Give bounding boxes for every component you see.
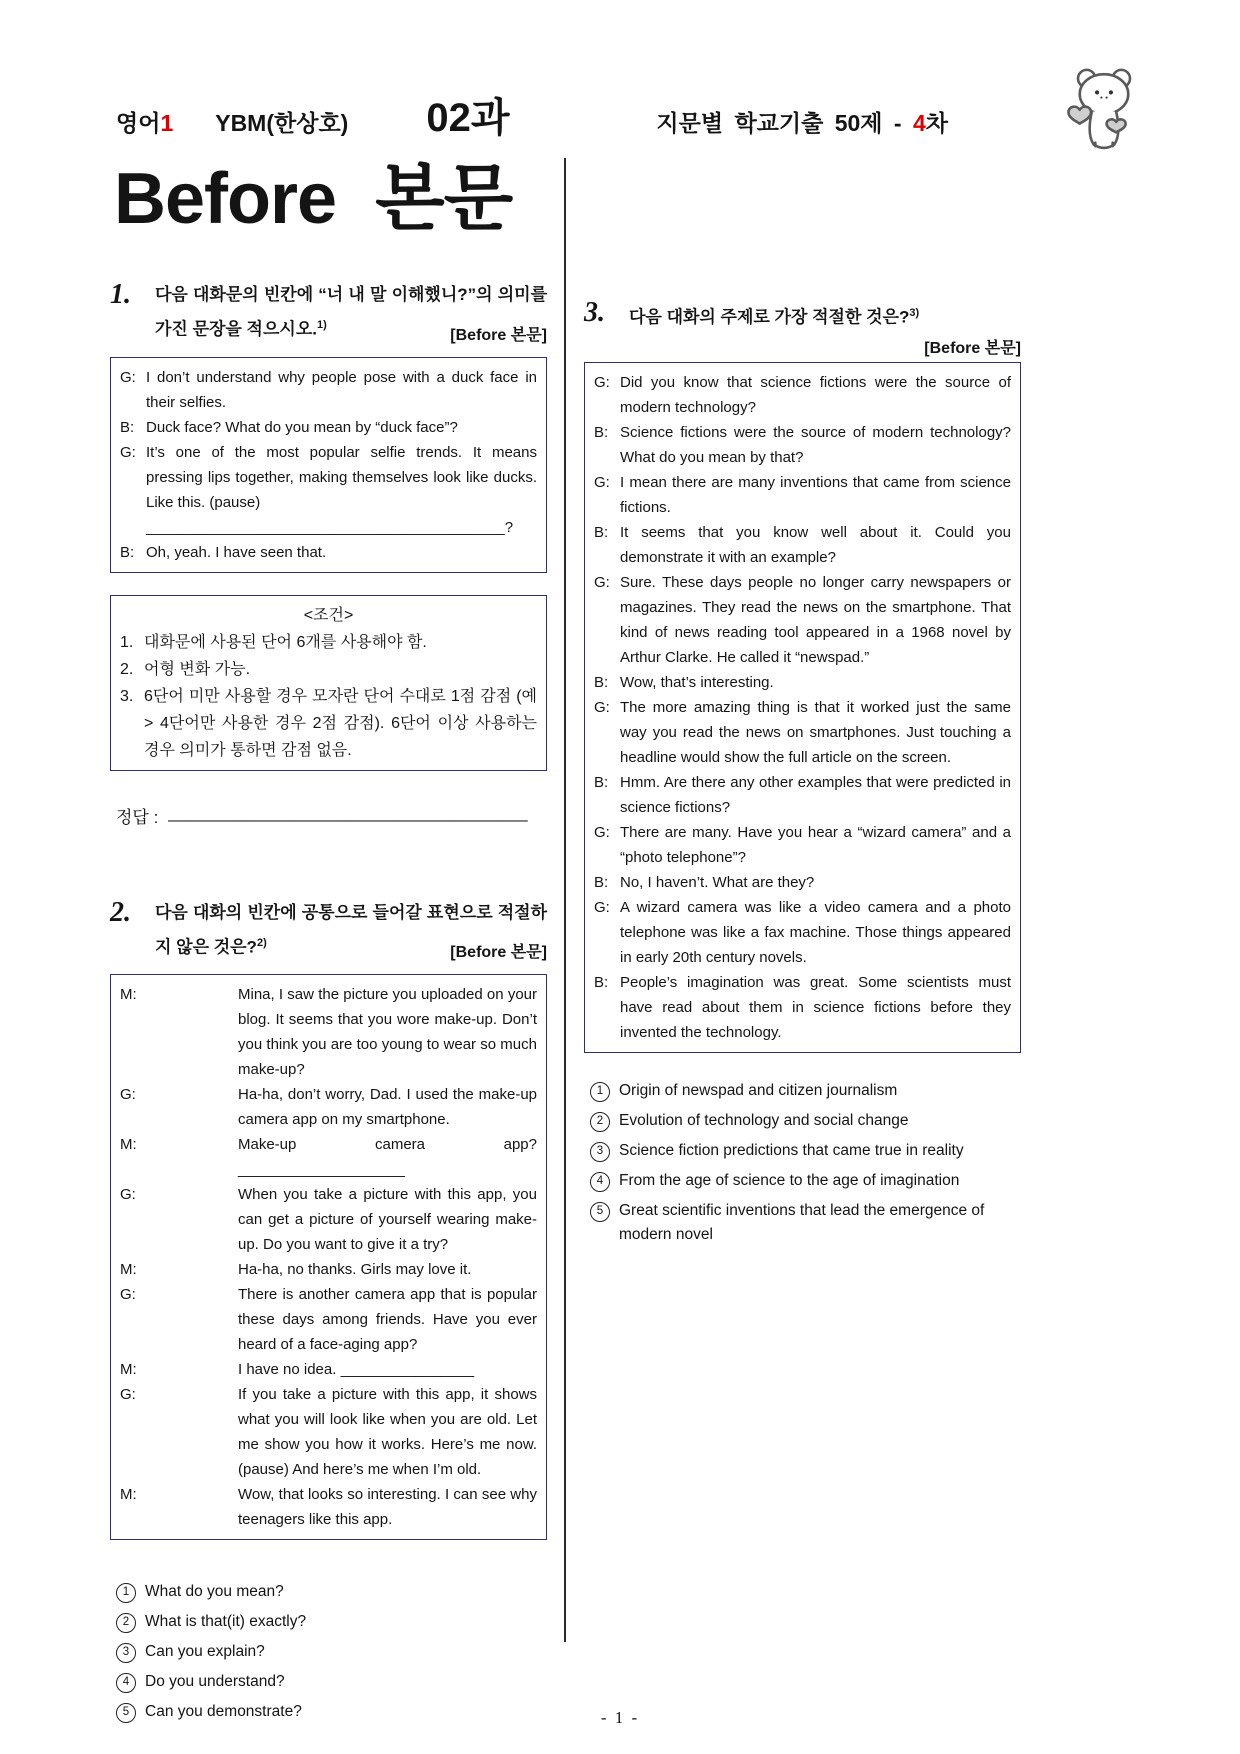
question-number: 3. xyxy=(584,297,605,328)
option-number-circle: 5 xyxy=(116,1703,136,1723)
dialogue-text: Ha-ha, don’t worry, Dad. I used the make-up camera app on my smartphone. xyxy=(238,1086,537,1129)
speaker-label: B: xyxy=(120,418,135,436)
speaker-label: G: xyxy=(120,368,136,386)
option-number-circle: 4 xyxy=(590,1172,610,1192)
condition-box xyxy=(110,595,547,771)
source-tag: [Before 본문] xyxy=(450,326,547,344)
dialogue-line xyxy=(594,970,1011,1045)
option-number-circle: 3 xyxy=(590,1142,610,1162)
option-item xyxy=(116,1580,547,1604)
dialogue-line xyxy=(594,870,1011,895)
dialogue-text: Ha-ha, no thanks. Girls may love it. xyxy=(238,1261,472,1279)
exam-set-label: 지문별 학교기출 50제 - 4차 xyxy=(656,110,948,136)
condition-title: <조건> xyxy=(303,606,354,624)
speaker-label: M: xyxy=(120,1136,137,1154)
dialogue-line xyxy=(120,1282,537,1357)
dialogue-line xyxy=(120,515,537,540)
dialogue-box xyxy=(110,357,547,573)
speaker-label: G: xyxy=(120,443,136,461)
dialogue-line xyxy=(120,1132,537,1182)
dialogue-line xyxy=(120,1482,537,1532)
speaker-label: B: xyxy=(594,673,609,691)
dialogue-text: There is another camera app that is popular these days among friends. Have you ever heard of a face-aging app? xyxy=(238,1286,537,1354)
page-number: - 1 - xyxy=(600,1708,640,1727)
dialogue-text: Make-up camera app?____________________ xyxy=(238,1136,537,1179)
question-number: 2. xyxy=(110,896,131,928)
dialogue-text: It seems that you know well about it. Could you demonstrate it with an example? xyxy=(620,523,1011,566)
speaker-label: G: xyxy=(594,373,610,391)
option-item xyxy=(590,1139,1021,1163)
source-tag: [Before 본문] xyxy=(924,339,1021,357)
speaker-label: G: xyxy=(594,573,610,591)
condition-text: 어형 변화 가능. xyxy=(144,660,251,678)
option-text: Can you explain? xyxy=(145,1643,265,1661)
dialogue-line xyxy=(594,570,1011,670)
dialogue-text: Science fictions were the source of modern technology? What do you mean by that? xyxy=(620,423,1011,466)
dialogue-line xyxy=(120,982,537,1082)
option-item xyxy=(116,1610,547,1634)
course-number: 1 xyxy=(160,110,174,136)
option-number-circle: 2 xyxy=(590,1112,610,1132)
speaker-label: B: xyxy=(594,973,609,991)
speaker-label: B: xyxy=(594,523,609,541)
speaker-label: M: xyxy=(120,1486,137,1504)
speaker-label: B: xyxy=(120,543,135,561)
speaker-label: G: xyxy=(594,698,610,716)
dialogue-text: There are many. Have you hear a “wizard camera” and a “photo telephone”? xyxy=(620,823,1011,866)
speaker-label: G: xyxy=(120,1386,136,1404)
footnote-marker: 3) xyxy=(909,307,920,319)
page-title: Before 본문 xyxy=(114,159,513,239)
option-text: Science fiction predictions that came true in reality xyxy=(619,1141,964,1159)
dialogue-text: I don’t understand why people pose with a duck face in their selfies. xyxy=(146,368,537,411)
option-text: Can you demonstrate? xyxy=(145,1703,302,1721)
source-tag: [Before 본문] xyxy=(450,944,547,962)
dialogue-line xyxy=(120,1182,537,1257)
dialogue-line xyxy=(594,670,1011,695)
dialogue-line xyxy=(120,440,537,515)
right-column xyxy=(584,298,1021,1253)
option-number-circle: 3 xyxy=(116,1643,136,1663)
round-number: 4 xyxy=(912,110,926,136)
column-divider xyxy=(564,158,566,1642)
question-3 xyxy=(584,298,1021,1247)
dialogue-text: Hmm. Are there any other examples that were predicted in science fictions? xyxy=(620,773,1011,816)
speaker-label xyxy=(120,515,146,540)
option-text: What is that(it) exactly? xyxy=(145,1613,307,1631)
page-header xyxy=(116,86,948,143)
speaker-label: M: xyxy=(120,1261,137,1279)
condition-item xyxy=(120,683,537,764)
dialogue-text: If you take a picture with this app, it shows what you will look like when you are old. Let me show you how it works. Here’s me now. (pause) And here’s me when I’m old. xyxy=(238,1386,537,1479)
dialogue-line xyxy=(594,520,1011,570)
speaker-label: B: xyxy=(594,873,609,891)
dialogue-text: When you take a picture with this app, you can get a picture of yourself wearing make-up. Do you want to give it a try? xyxy=(238,1186,537,1254)
option-item xyxy=(116,1670,547,1694)
answer-row xyxy=(110,803,547,828)
dialogue-line xyxy=(120,415,537,440)
option-item xyxy=(590,1079,1021,1103)
dialogue-line xyxy=(594,770,1011,820)
dialogue-text: Duck face? What do you mean by “duck face”? xyxy=(146,418,458,436)
dialogue-text: The more amazing thing is that it worked just the same way you read the news on smartphones. Just touching a headline would show the full article on the screen. xyxy=(620,698,1011,766)
speaker-label: M: xyxy=(120,1361,137,1379)
left-column xyxy=(110,280,547,1730)
bear-icon xyxy=(1052,56,1156,160)
options-list xyxy=(110,1580,547,1724)
option-item xyxy=(116,1640,547,1664)
dialogue-line xyxy=(594,820,1011,870)
speaker-label: M: xyxy=(120,986,137,1004)
dialogue-line xyxy=(594,420,1011,470)
option-item xyxy=(590,1199,1021,1247)
dialogue-text: Sure. These days people no longer carry newspapers or magazines. They read the news on the smartphone. That kind of news reading tool appeared in a 1968 novel by Arthur Clarke. He called it “newspad.” xyxy=(620,573,1011,666)
option-number-circle: 1 xyxy=(590,1082,610,1102)
option-number-circle: 5 xyxy=(590,1202,610,1222)
dialogue-line xyxy=(120,540,537,565)
footnote-marker: 1) xyxy=(316,319,327,331)
condition-text: 6단어 미만 사용할 경우 모자란 단어 수대로 1점 감점 (예> 4단어만 사용한 경우 2점 감점). 6단어 이상 사용하는 경우 의미가 통하면 감점 없음. xyxy=(144,687,537,759)
speaker-label: G: xyxy=(120,1186,136,1204)
dialogue-text: Mina, I saw the picture you uploaded on your blog. It seems that you wore make-up. Don’t you think you are too young to wear so much make-up? xyxy=(238,986,537,1079)
dialogue-line xyxy=(594,470,1011,520)
option-number-circle: 2 xyxy=(116,1613,136,1633)
dialogue-text: Wow, that looks so interesting. I can see why teenagers like this app. xyxy=(238,1486,537,1529)
option-number-circle: 4 xyxy=(116,1673,136,1693)
speaker-label: B: xyxy=(594,773,609,791)
dialogue-box xyxy=(110,974,547,1540)
condition-number: 2. xyxy=(120,660,134,678)
option-item xyxy=(590,1169,1021,1193)
speaker-label: B: xyxy=(594,423,609,441)
prompt-text: 다음 대화의 주제로 가장 적절한 것은? xyxy=(629,307,910,327)
speaker-label: G: xyxy=(594,898,610,916)
course-label: 영어1 xyxy=(116,110,174,136)
dialogue-line xyxy=(120,1082,537,1132)
dialogue-line xyxy=(594,695,1011,770)
condition-item xyxy=(120,656,537,683)
dialogue-line xyxy=(120,1357,537,1382)
lesson-label: 02과 xyxy=(426,96,510,140)
speaker-label: G: xyxy=(594,473,610,491)
dialogue-text: Wow, that’s interesting. xyxy=(620,673,774,691)
question-1 xyxy=(110,280,547,828)
option-text: Evolution of technology and social change xyxy=(619,1111,909,1129)
dialogue-text: I mean there are many inventions that came from science fictions. xyxy=(620,473,1011,516)
options-list xyxy=(584,1079,1021,1247)
answer-label: 정답 : xyxy=(116,807,159,827)
dialogue-line xyxy=(120,1257,537,1282)
dialogue-box xyxy=(584,362,1021,1053)
dialogue-text: ___________________________________________? xyxy=(146,518,514,536)
question-2 xyxy=(110,898,547,1725)
dialogue-line xyxy=(594,895,1011,970)
dialogue-line xyxy=(120,1382,537,1482)
dialogue-text: A wizard camera was like a video camera and a photo telephone was like a fax machine. Those things appeared in early 20th century novels. xyxy=(620,898,1011,966)
footnote-marker: 2) xyxy=(256,936,267,949)
option-text: Origin of newspad and citizen journalism xyxy=(619,1081,898,1099)
dialogue-text: No, I haven’t. What are they? xyxy=(620,873,815,891)
option-text: What do you mean? xyxy=(145,1583,284,1601)
dialogue-line xyxy=(120,365,537,415)
condition-number: 1. xyxy=(120,633,134,651)
prompt-text: 다음 대화의 빈칸에 공통으로 들어갈 표현으로 적절하지 않은 것은? xyxy=(155,902,547,957)
option-text: From the age of science to the age of imagination xyxy=(619,1171,960,1189)
option-text: Do you understand? xyxy=(145,1673,285,1691)
dialogue-text: Did you know that science fictions were the source of modern technology? xyxy=(620,373,1011,416)
condition-text: 대화문에 사용된 단어 6개를 사용해야 함. xyxy=(144,633,427,651)
question-prompt xyxy=(629,298,1021,333)
speaker-label: G: xyxy=(594,823,610,841)
condition-list xyxy=(120,629,537,764)
answer-blank: ______________________________________ xyxy=(168,802,528,822)
condition-item xyxy=(120,629,537,656)
prompt-text: 다음 대화문의 빈칸에 “너 내 말 이해했니?”의 의미를 가진 문장을 적으시오. xyxy=(155,285,547,339)
option-text: Great scientific inventions that lead the emergence of modern novel xyxy=(619,1201,985,1243)
dialogue-text: People’s imagination was great. Some scientists must have read about them in science fictions before they invented the technology. xyxy=(620,973,1011,1041)
option-number-circle: 1 xyxy=(116,1583,136,1603)
question-number: 1. xyxy=(110,279,131,310)
dialogue-text: It’s one of the most popular selfie trends. It means pressing lips together, making themselves look like ducks. Like this. (pause) xyxy=(146,443,537,511)
condition-number: 3. xyxy=(120,687,134,705)
dialogue-text: I have no idea. ________________ xyxy=(238,1361,475,1379)
dialogue-text: Oh, yeah. I have seen that. xyxy=(146,543,327,561)
publisher-label: YBM(한상호) xyxy=(215,110,349,136)
speaker-label: G: xyxy=(120,1286,136,1304)
option-item xyxy=(590,1109,1021,1133)
dialogue-line xyxy=(594,370,1011,420)
speaker-label: G: xyxy=(120,1086,136,1104)
